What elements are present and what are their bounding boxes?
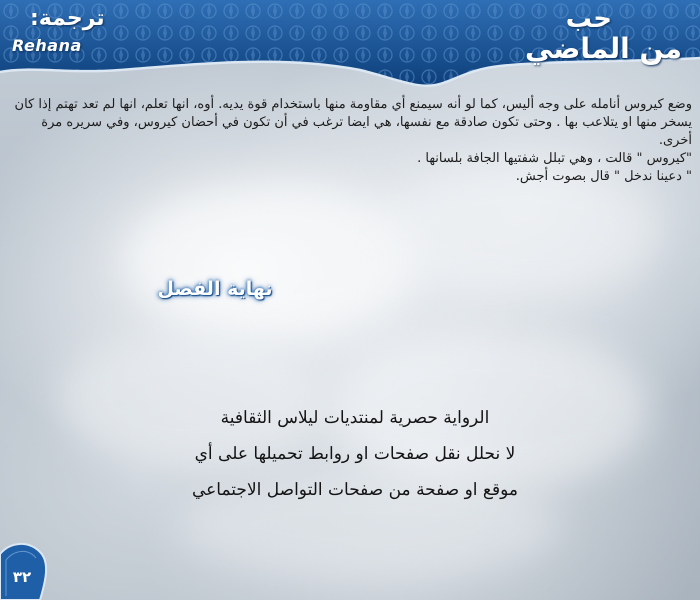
notice-line: الرواية حصرية لمنتديات ليلاس الثقافية xyxy=(220,408,490,428)
chapter-text xyxy=(8,96,692,186)
page-number: ٣٢ xyxy=(12,568,32,586)
title-line-2: من الماضي xyxy=(524,32,682,65)
paragraph: " دعينا ندخل " قال بصوت أجش. xyxy=(515,169,692,184)
title-line-1: حب xyxy=(565,4,612,34)
notice-line: موقع او صفحة من صفحات التواصل الاجتماعي xyxy=(191,480,518,500)
exclusivity-notice xyxy=(120,400,590,508)
paragraph: وضع كيروس أنامله على وجه أليس، كما لو أنه سيمنع أي مقاومة منها باستخدام قوة يديه. أوه، انها تعلم، انها لم تعد تهتم إذا كان يسخر منها او يتلاعب بها . وحتى تكون صادقة مع نفسها، هي ايضا ترغب في أن تكون في أحضان كيروس، وفي سريره مرة أخرى. xyxy=(14,97,692,148)
notice-line: لا نحلل نقل صفحات او روابط تحميلها على أي xyxy=(194,444,516,464)
translator-name: Rehana xyxy=(12,36,82,55)
translation-label: ترجمة: xyxy=(30,6,105,31)
paragraph: "كيروس " قالت ، وهي تبلل شفتيها الجافة بلسانها . xyxy=(417,151,692,166)
chapter-end-label: نهاية الفصل xyxy=(157,278,273,300)
smoke-cloud xyxy=(120,180,420,340)
